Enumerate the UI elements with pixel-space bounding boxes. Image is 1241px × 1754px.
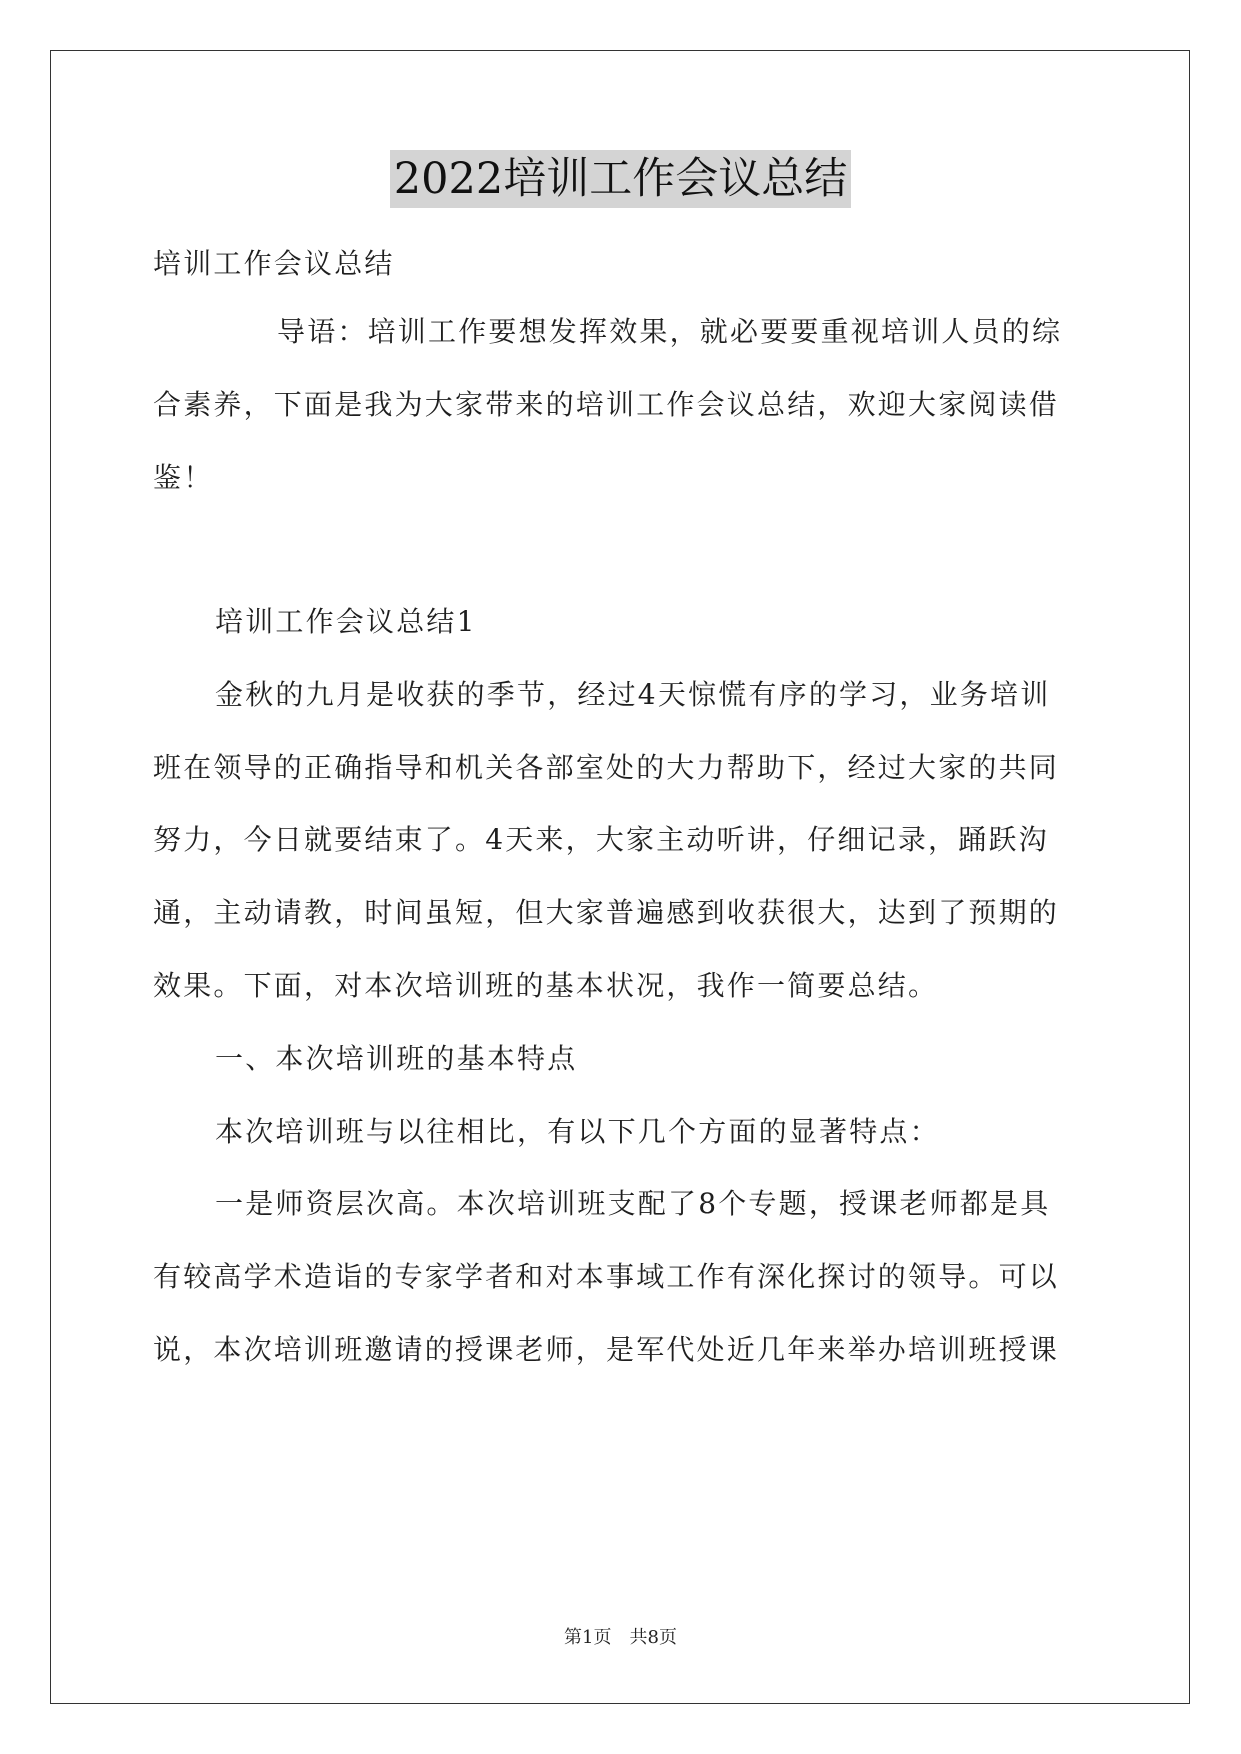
title-container xyxy=(0,150,1241,208)
body-line: 金秋的九月是收获的季节，经过4天惊慌有序的学习，业务培训 xyxy=(215,678,1051,711)
body-line: 效果。下面，对本次培训班的基本状况，我作一简要总结。 xyxy=(153,969,939,1002)
body-line: 通，主动请教，时间虽短，但大家普遍感到收获很大，达到了预期的 xyxy=(153,896,1060,929)
body-line: 合素养，下面是我为大家带来的培训工作会议总结，欢迎大家阅读借 xyxy=(153,388,1060,421)
document-title: 2022培训工作会议总结 xyxy=(390,150,851,208)
page-footer xyxy=(0,1626,1241,1650)
body-line: 一是师资层次高。本次培训班支配了8个专题，授课老师都是具 xyxy=(215,1187,1051,1220)
body-line: 说，本次培训班邀请的授课老师，是军代处近几年来举办培训班授课 xyxy=(153,1333,1060,1366)
body-line: 班在领导的正确指导和机关各部室处的大力帮助下，经过大家的共同 xyxy=(153,751,1060,784)
body-line: 本次培训班与以往相比，有以下几个方面的显著特点： xyxy=(215,1115,940,1148)
section-heading: 培训工作会议总结1 xyxy=(215,605,477,638)
body-line: 鉴！ xyxy=(153,461,214,494)
body-line: 努力，今日就要结束了。4天来，大家主动听讲，仔细记录，踊跃沟 xyxy=(153,823,1049,856)
page-number: 第1页 共8页 xyxy=(564,1627,677,1648)
body-line: 导语：培训工作要想发挥效果，就必要要重视培训人员的综 xyxy=(277,315,1063,348)
page-border xyxy=(50,50,1190,1704)
subtitle-line: 培训工作会议总结 xyxy=(153,247,395,280)
body-line: 有较高学术造诣的专家学者和对本事域工作有深化探讨的领导。可以 xyxy=(153,1260,1060,1293)
subsection-heading: 一、本次培训班的基本特点 xyxy=(215,1042,578,1075)
